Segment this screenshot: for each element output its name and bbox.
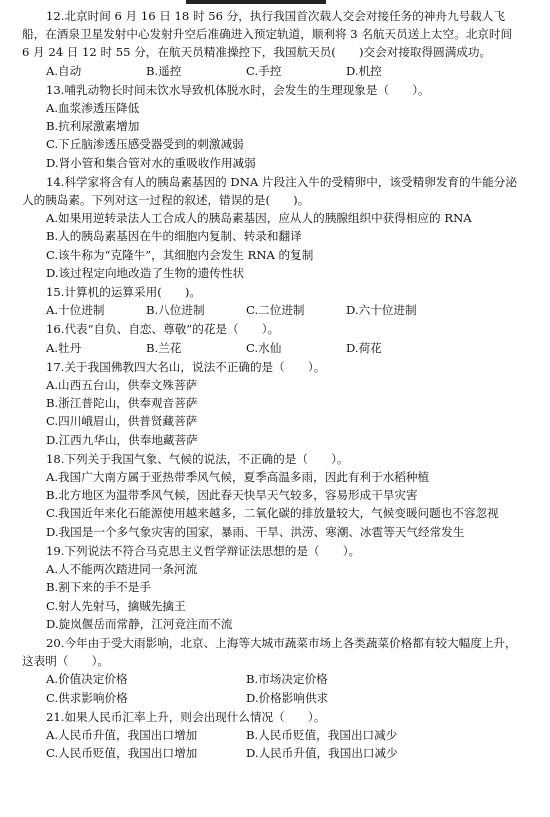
option-c: C.射人先射马，擒贼先擒王 — [46, 598, 186, 613]
question-19 — [22, 542, 522, 633]
question-21-stem: 21.如果人民币汇率上升，则会出现什么情况（ ）。 — [46, 709, 326, 724]
option-c: C.人民币贬值，我国出口增加 — [46, 746, 198, 761]
option-c: C.供求影响价格 — [46, 690, 128, 705]
question-20 — [22, 634, 522, 707]
option-c: C.下丘脑渗透压感受器受到的刺激减弱 — [46, 137, 244, 152]
option-b: B.人的胰岛素基因在牛的细胞内复制、转录和翻译 — [46, 229, 302, 244]
option-a: A.牡丹 — [46, 340, 82, 355]
question-16 — [22, 320, 522, 356]
option-a: A.如果用逆转录法人工合成人的胰岛素基因，应从人的胰腺组织中获得相应的 RNA — [46, 211, 472, 226]
option-d: D.六十位进制 — [346, 303, 417, 318]
question-14-stem: 14.科学家将含有人的胰岛素基因的 DNA 片段注入牛的受精卵中，该受精卵发育的牛能分泌人的胰岛素。下列对这一过程的叙述，错误的是( )。 — [22, 174, 517, 208]
option-c: C.水仙 — [246, 340, 282, 355]
option-d: D.价格影响供求 — [246, 690, 329, 705]
question-16-options — [22, 339, 522, 357]
exam-page — [22, 6, 522, 762]
option-b: B.遥控 — [146, 63, 182, 78]
top-decoration-bar — [186, 0, 326, 4]
option-b: B.浙江普陀山，供奉观音菩萨 — [46, 396, 198, 411]
option-d: D.该过程定向地改造了生物的遗传性状 — [46, 265, 245, 280]
option-d: D.我国是一个多气象灾害的国家，暴雨、干旱、洪涝、寒潮、冰雹等天气经常发生 — [46, 524, 465, 539]
option-c: C.手控 — [246, 63, 282, 78]
option-b: B.兰花 — [146, 340, 182, 355]
question-21 — [22, 708, 522, 763]
option-b: B.八位进制 — [146, 303, 205, 318]
option-d: D.荷花 — [346, 340, 382, 355]
option-b: B.割下来的手不是手 — [46, 580, 151, 595]
question-18 — [22, 450, 522, 541]
option-c: C.四川峨眉山，供普贤藏菩萨 — [46, 414, 198, 429]
option-d: D.肾小管和集合管对水的重吸收作用减弱 — [46, 155, 256, 170]
question-12 — [22, 7, 522, 80]
option-d: D.江西九华山，供奉地藏菩萨 — [46, 432, 198, 447]
option-b: B.北方地区为温带季风气候，因此春天快旱天气较多，容易形成干旱灾害 — [46, 488, 418, 503]
question-17 — [22, 358, 522, 449]
question-17-stem: 17.关于我国佛教四大名山，说法不正确的是（ ）。 — [46, 359, 326, 374]
option-a: A.自动 — [46, 63, 82, 78]
question-18-stem: 18.下列关于我国气象、气候的说法，不正确的是（ ）。 — [46, 451, 349, 466]
question-20-stem: 20.今年由于受大雨影响，北京、上海等大城市蔬菜市场上各类蔬菜价格都有较大幅度上升，这表明（ ）。 — [22, 635, 517, 669]
option-a: A.价值决定价格 — [46, 672, 128, 687]
option-d: D.机控 — [346, 63, 382, 78]
option-a: A.十位进制 — [46, 303, 105, 318]
option-b: B.人民币贬值，我国出口减少 — [246, 727, 398, 742]
question-20-options-row1 — [22, 670, 522, 688]
question-12-options — [22, 62, 522, 80]
question-19-stem: 19.下列说法不符合马克思主义哲学辩证法思想的是（ ）。 — [46, 543, 361, 558]
question-21-options-row2 — [22, 744, 522, 762]
question-15-stem: 15.计算机的运算采用( )。 — [46, 285, 202, 300]
question-15 — [22, 283, 522, 319]
question-16-stem: 16.代表“自负、自恋、尊敬”的花是（ ）。 — [46, 322, 280, 337]
option-b: B.抗利尿激素增加 — [46, 119, 140, 134]
option-a: A.人不能两次踏进同一条河流 — [46, 562, 198, 577]
option-a: A.我国广大南方属于亚热带季风气候，夏季高温多雨，因此有利于水稻种植 — [46, 470, 430, 485]
option-d: D.人民币升值，我国出口减少 — [246, 746, 398, 761]
question-20-options-row2 — [22, 689, 522, 707]
question-12-stem: 12.北京时间 6 月 16 日 18 时 56 分，执行我国首次载人交会对接任务的神舟九号载人飞船，在酒泉卫星发射中心发射升空后准确进入预定轨道，顺利将 3 名航天员送上太空。北京时间 6 月 24 日 12 时 55 分，在航天员精准操控下，我国航天员( )交会对接取得圆满成功。 — [22, 9, 513, 60]
question-14 — [22, 173, 522, 282]
option-d: D.旋岚偃岳而常静，江河竞注而不流 — [46, 616, 233, 631]
option-a: A.血浆渗透压降低 — [46, 101, 140, 116]
question-15-options — [22, 301, 522, 319]
option-c: C.该牛称为“克隆牛”，其细胞内会发生 RNA 的复制 — [46, 247, 314, 262]
option-b: B.市场决定价格 — [246, 672, 328, 687]
option-a: A.山西五台山，供奉文殊菩萨 — [46, 378, 198, 393]
question-13 — [22, 81, 522, 172]
question-21-options-row1 — [22, 726, 522, 744]
option-c: C.我国近年来化石能源使用越来越多，二氧化碳的排放量较大，气候变暖问题也不容忽视 — [46, 506, 499, 521]
option-a: A.人民币升值，我国出口增加 — [46, 727, 198, 742]
option-c: C.二位进制 — [246, 303, 305, 318]
question-13-stem: 13.哺乳动物长时间未饮水导致机体脱水时，会发生的生理现象是（ ）。 — [46, 82, 430, 97]
